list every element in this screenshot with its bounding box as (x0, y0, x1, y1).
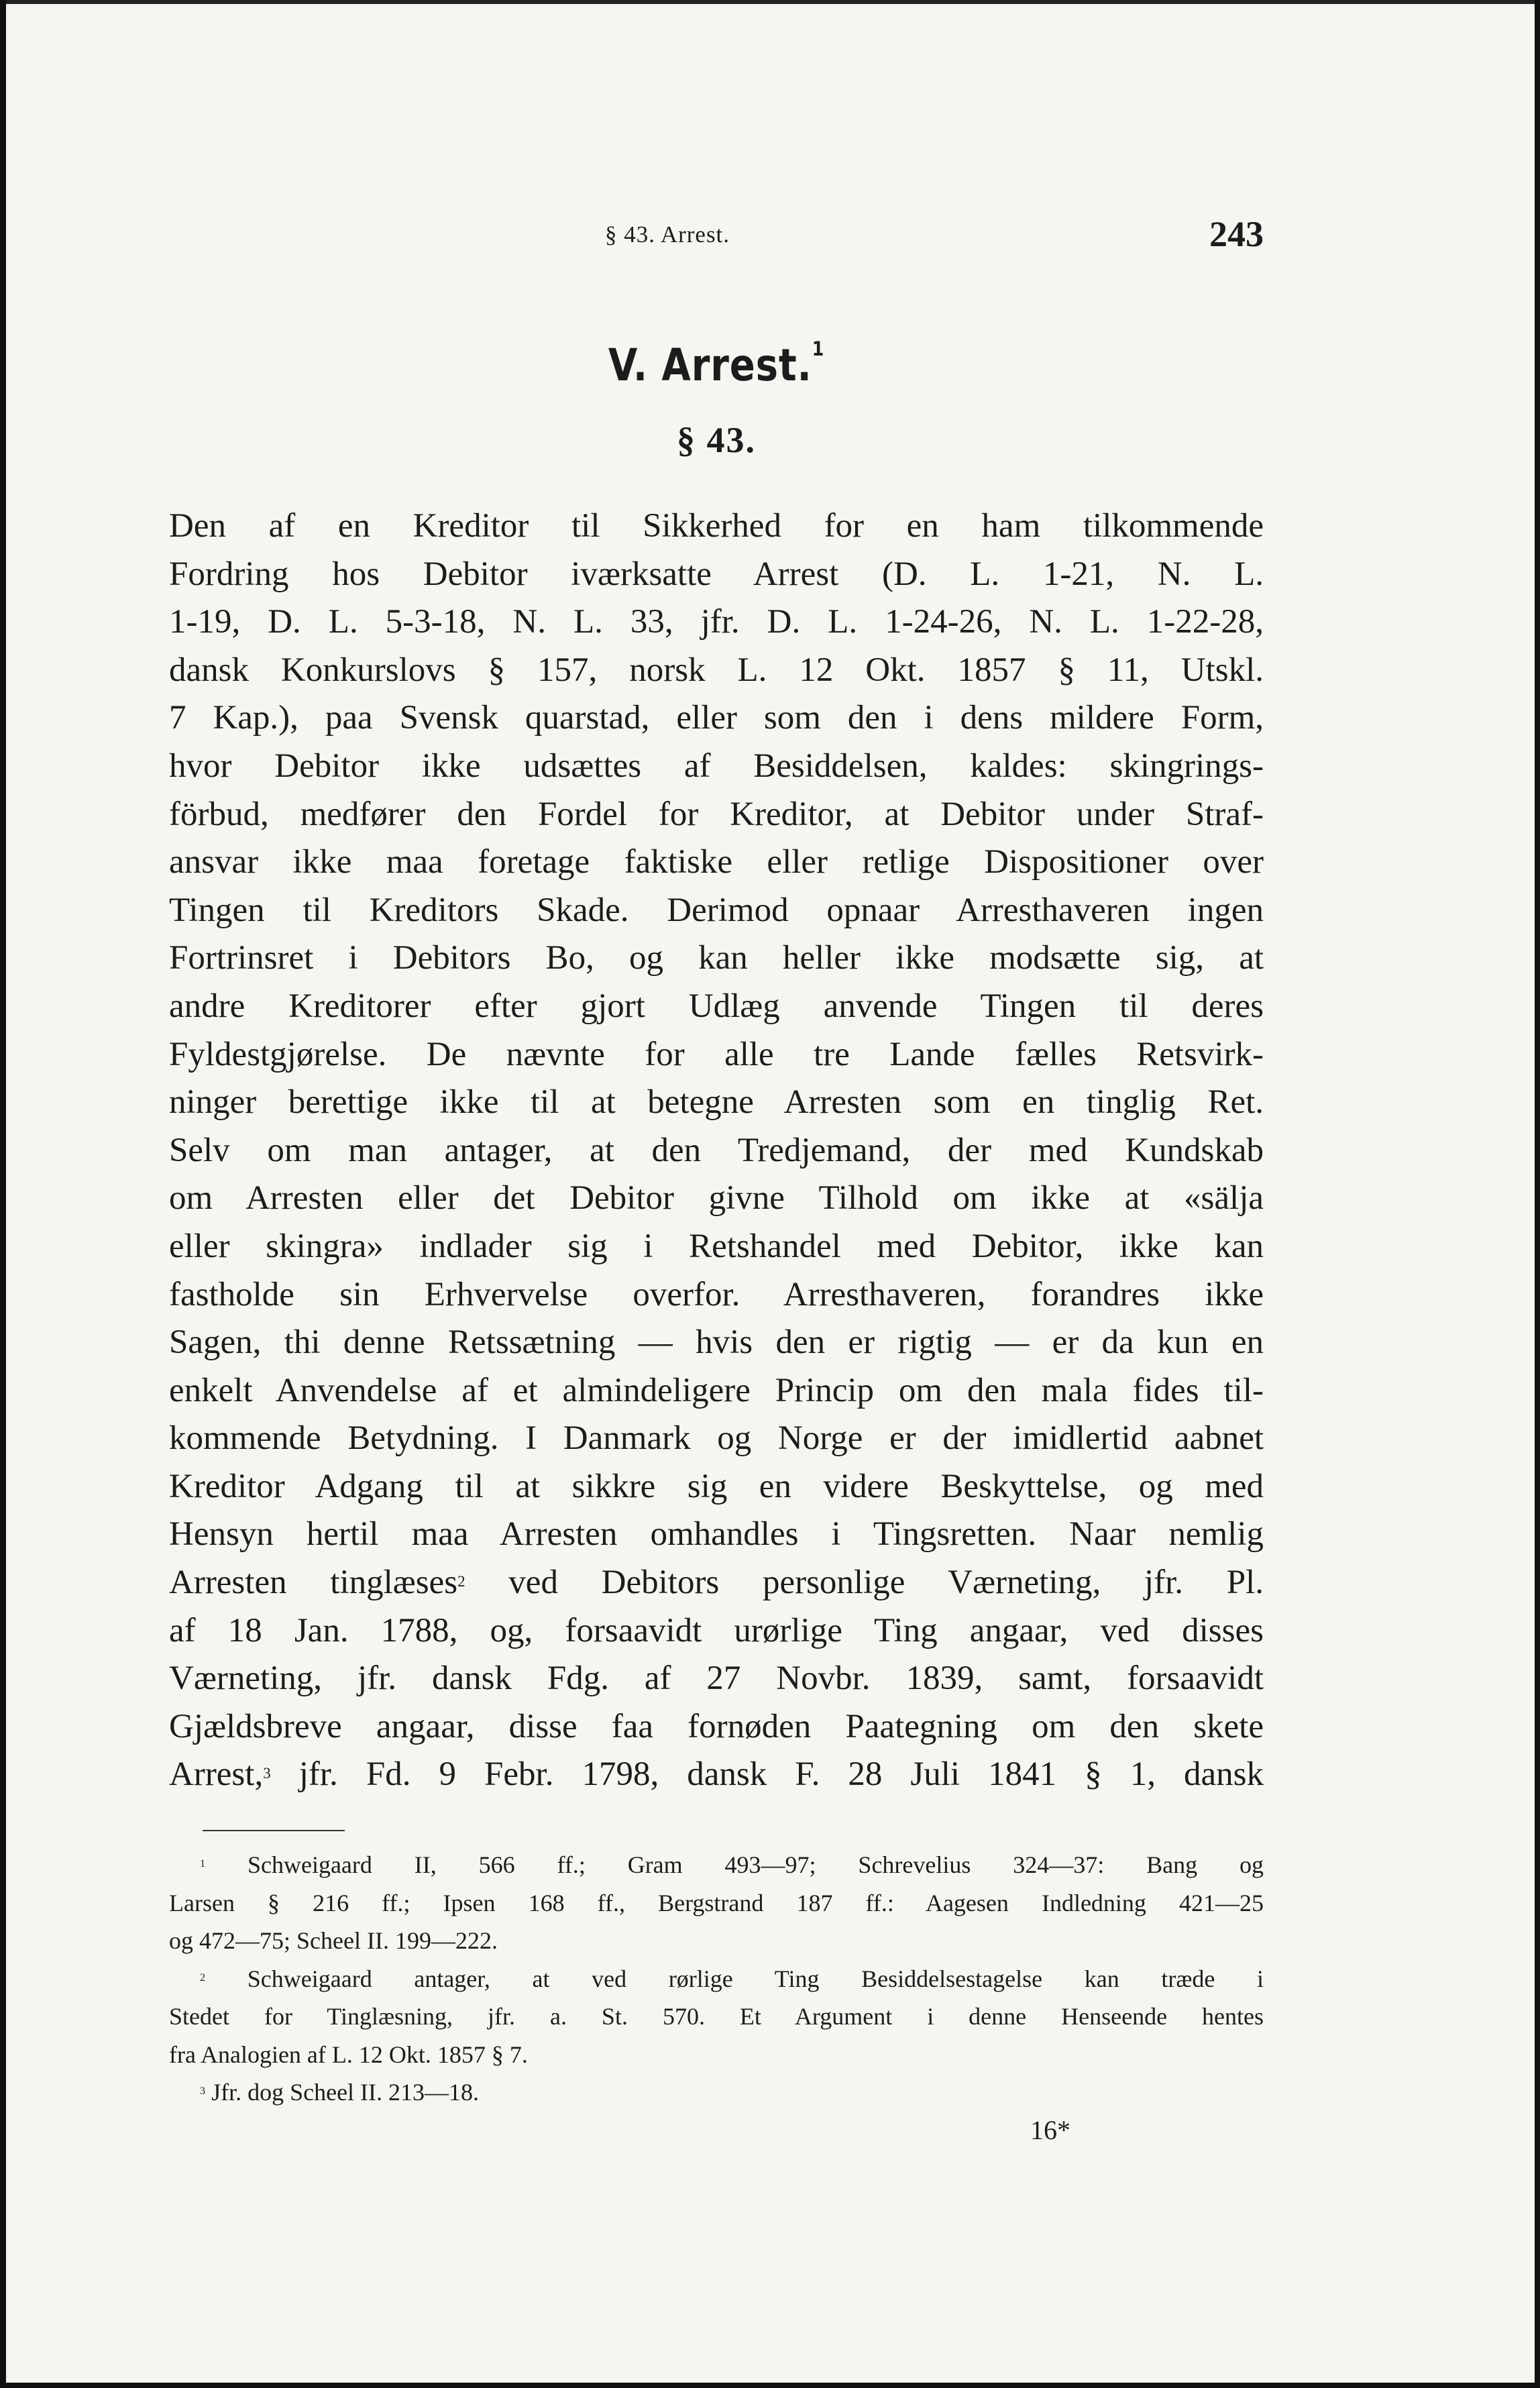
body-line: 1-19, D. L. 5-3-18, N. L. 33, jfr. D. L. 1-24-26, N. L. 1-22-28, (169, 603, 1264, 641)
body-line: Værneting, jfr. dansk Fdg. af 27 Novbr. 1839, samt, forsaavidt (169, 1660, 1264, 1698)
footnote-line: Stedet for Tinglæsning, jfr. a. St. 570. Et Argument i denne Henseende hentes (169, 2003, 1264, 2030)
running-header (169, 213, 1264, 260)
body-text-segment: Arrest, (169, 1755, 264, 1794)
running-header-section: § 43. Arrest. (605, 221, 730, 248)
body-line: af 18 Jan. 1788, og, forsaavidt urørlige Ting angaar, ved disses (169, 1611, 1264, 1649)
scan-edge-left (0, 0, 6, 2388)
body-line: Fyldestgjørelse. De nævnte for alle tre Lande fælles Retsvirk- (169, 1035, 1264, 1073)
footnote-1 (169, 1846, 1264, 1960)
body-line: kommende Betydning. I Danmark og Norge er der imidlertid aabnet (169, 1419, 1264, 1458)
body-line-with-note-2 (169, 1559, 1264, 1607)
book-page (169, 213, 1264, 2112)
footnotes (169, 1846, 1264, 2112)
body-line: andre Kreditorer efter gjort Udlæg anvende Tingen til deres (169, 987, 1264, 1025)
chapter-title: V. Arrest. (608, 339, 812, 391)
footnote-line: fra Analogien af L. 12 Okt. 1857 § 7. (169, 2041, 528, 2068)
scan-edge-top (0, 0, 1540, 4)
footnote-line (169, 1846, 1264, 1884)
body-line: ninger berettige ikke til at betegne Arresten som en tinglig Ret. (169, 1083, 1264, 1122)
body-line: hvor Debitor ikke udsættes af Besiddelsen, kaldes: skingrings- (169, 747, 1264, 785)
body-text (169, 502, 1264, 1799)
footnote-line: Larsen § 216 ff.; Ipsen 168 ff., Bergstrand 187 ff.: Aagesen Indledning 421—25 (169, 1889, 1264, 1916)
scan-edge-bottom (0, 2383, 1540, 2388)
body-line: Gjældsbreve angaar, disse faa fornøden Paategning om den skete (169, 1707, 1264, 1745)
body-line: dansk Konkurslovs § 157, norsk L. 12 Okt. 1857 § 11, Utskl. (169, 651, 1264, 689)
chapter-heading (251, 339, 1181, 391)
body-line: Fortrinsret i Debitors Bo, og kan heller ikke modsætte sig, at (169, 939, 1264, 977)
body-line: fastholde sin Erhvervelse overfor. Arresthaveren, forandres ikke (169, 1275, 1264, 1313)
body-line-with-note-3 (169, 1751, 1264, 1799)
body-line: förbud, medfører den Fordel for Kreditor, at Debitor under Straf- (169, 795, 1264, 833)
body-line: ansvar ikke maa foretage faktiske eller retlige Dispositioner over (169, 843, 1264, 881)
footnote-marker: 3 (200, 2085, 206, 2098)
footnote-line (169, 2073, 1264, 2112)
scan-edge-right (1535, 0, 1540, 2388)
body-line: 7 Kap.), paa Svensk quarstad, eller som den i dens mildere Form, (169, 699, 1264, 737)
chapter-footnote-ref: 1 (812, 337, 825, 362)
body-text-segment: Arresten tinglæses (169, 1564, 458, 1602)
body-line: Kreditor Adgang til at sikkre sig en videre Beskyttelse, og med (169, 1467, 1264, 1505)
footnote-ref-3: 3 (263, 1765, 271, 1782)
footnote-divider (203, 1830, 345, 1831)
body-line: Selv om man antager, at den Tredjemand, der med Kundskab (169, 1131, 1264, 1169)
footnote-marker: 1 (200, 1857, 206, 1870)
body-line: enkelt Anvendelse af et almindeligere Princip om den mala fides til- (169, 1371, 1264, 1409)
printer-signature-mark: 16* (1030, 2115, 1070, 2145)
body-line: Den af en Kreditor til Sikkerhed for en ham tilkommende (169, 507, 1264, 545)
body-line: om Arresten eller det Debitor givne Tilhold om ikke at «sälja (169, 1179, 1264, 1217)
footnote-line: og 472—75; Scheel II. 199—222. (169, 1927, 498, 1955)
footnote-marker: 2 (200, 1971, 206, 1984)
body-line: eller skingra» indlader sig i Retshandel med Debitor, ikke kan (169, 1227, 1264, 1265)
section-heading: § 43. (677, 420, 756, 460)
body-line: Fordring hos Debitor iværksatte Arrest (D. L. 1-21, N. L. (169, 555, 1264, 593)
body-line: Hensyn hertil maa Arresten omhandles i Tingsretten. Naar nemlig (169, 1515, 1264, 1554)
body-text-segment: jfr. Fd. 9 Febr. 1798, dansk F. 28 Juli 1841 § 1, dansk (270, 1755, 1264, 1794)
footnote-text: Jfr. dog Scheel II. 213—18. (211, 2079, 480, 2106)
body-line: Tingen til Kreditors Skade. Derimod opnaar Arresthaveren ingen (169, 891, 1264, 929)
body-line: Sagen, thi denne Retssætning — hvis den er rigtig — er da kun en (169, 1323, 1264, 1362)
page-number: 243 (1209, 214, 1264, 254)
footnote-text: Schweigaard II, 566 ff.; Gram 493—97; Schrevelius 324—37: Bang og (247, 1851, 1264, 1879)
footnote-line (169, 1960, 1264, 1998)
footnote-2 (169, 1960, 1264, 2074)
footnote-ref-2: 2 (457, 1572, 465, 1590)
footnote-text: Schweigaard antager, at ved rørlige Ting Besiddelsestagelse kan træde i (247, 1965, 1264, 1992)
body-text-segment: ved Debitors personlige Værneting, jfr. Pl. (465, 1564, 1264, 1602)
footnote-3 (169, 2073, 1264, 2112)
